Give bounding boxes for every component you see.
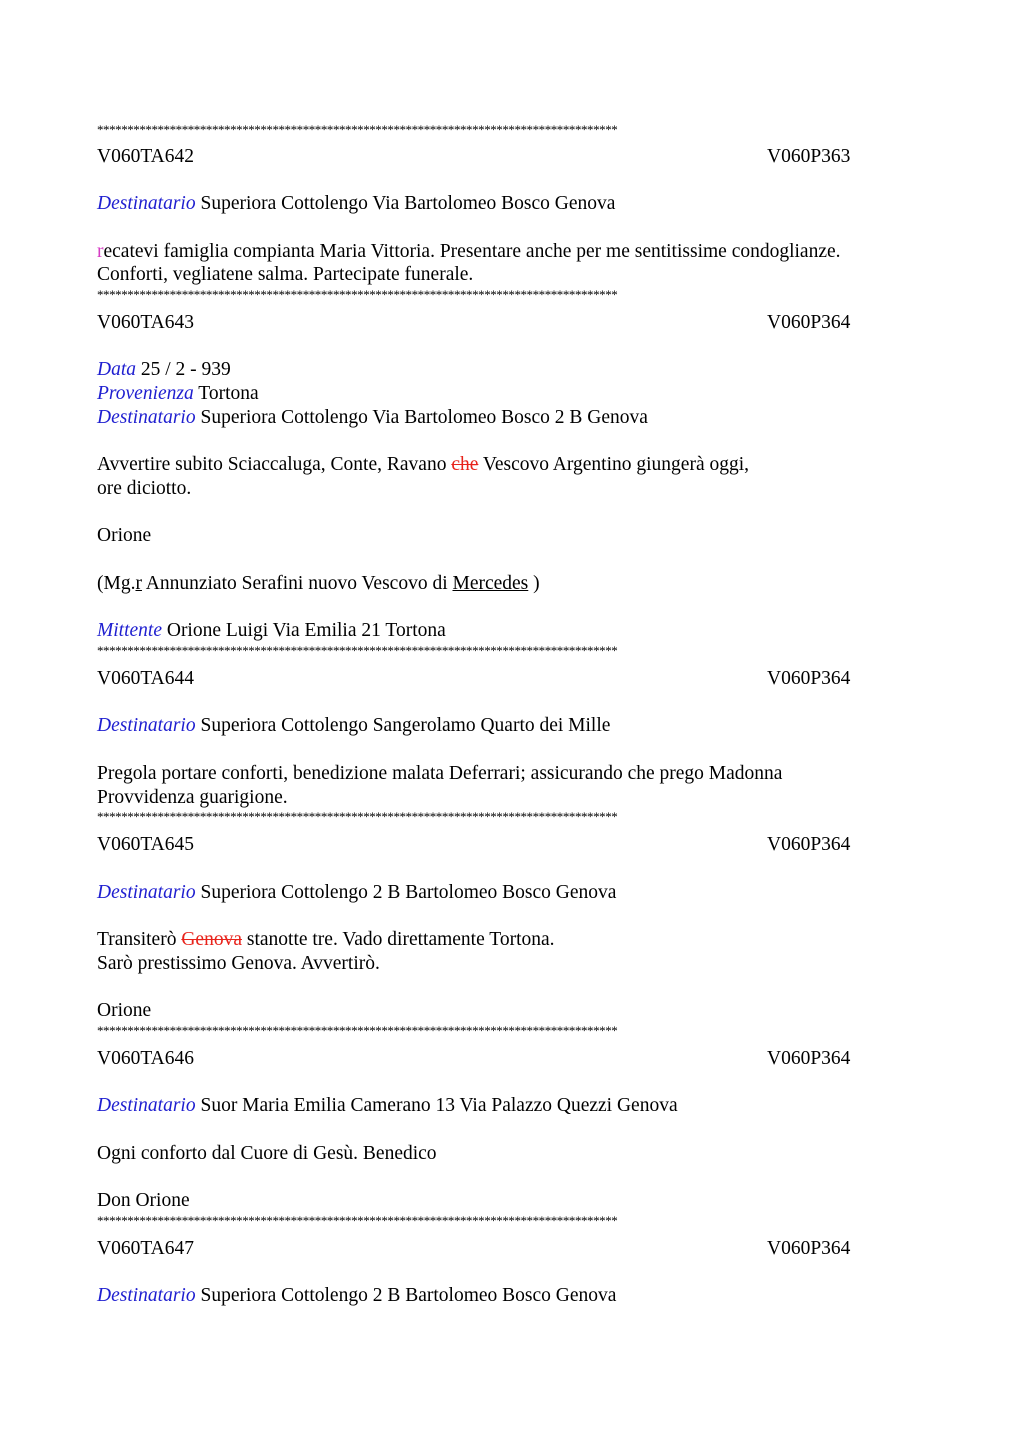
recipient-value: Suor Maria Emilia Camerano 13 Via Palazzo Quezzi Genova: [200, 1095, 678, 1116]
date-label: Data: [97, 359, 136, 380]
recipient-value: Superiora Cottolengo Via Bartolomeo Bosco Genova: [200, 193, 616, 214]
origin-line: [97, 382, 259, 406]
message-line: Conforti, vegliatene salma. Partecipate funerale.: [97, 264, 474, 285]
message-line: [97, 453, 749, 477]
note-underlined: r: [135, 573, 142, 594]
recipient-label: Destinatario: [97, 1285, 196, 1306]
sender-line: [97, 619, 446, 643]
sender-label: Mittente: [97, 620, 162, 641]
recipient-value: Superiora Cottolengo 2 B Bartolomeo Bosco Genova: [200, 882, 617, 903]
recipient-value: Superiora Cottolengo Via Bartolomeo Bosco 2 B Genova: [200, 407, 648, 428]
note-text: ): [528, 573, 540, 594]
date-value: 25 / 2 - 939: [140, 359, 231, 380]
separator-line: **************************************************************************************: [97, 287, 618, 302]
record-code: V060TA643: [97, 312, 195, 333]
message-line: [97, 928, 555, 952]
record-code: V060TA642: [97, 146, 195, 167]
message-line: Ogni conforto dal Cuore di Gesù. Benedico: [97, 1143, 437, 1164]
recipient-line: [97, 1284, 616, 1308]
record-code: V060TA645: [97, 834, 195, 855]
date-line: [97, 358, 231, 382]
record-code: V060TA644: [97, 668, 195, 689]
message-line: Sarò prestissimo Genova. Avvertirò.: [97, 953, 380, 974]
message-line: [97, 240, 841, 264]
message-line: ore diciotto.: [97, 478, 192, 499]
message-first-letter: r: [97, 241, 104, 262]
page-code: V060P364: [767, 1048, 851, 1069]
separator-line: **************************************************************************************: [97, 122, 618, 137]
note-underlined-place: Mercedes: [452, 573, 529, 594]
note-text: (Mg.: [97, 573, 136, 594]
origin-label: Provenienza: [97, 383, 194, 404]
recipient-label: Destinatario: [97, 882, 196, 903]
signature: Don Orione: [97, 1190, 190, 1211]
recipient-line: [97, 881, 616, 905]
separator-line: **************************************************************************************: [97, 809, 618, 824]
message-text: ecatevi famiglia compianta Maria Vittoria. Presentare anche per me sentitissime condoglianze.: [103, 241, 841, 262]
message-line: Pregola portare conforti, benedizione malata Deferrari; assicurando che prego Madonna: [97, 763, 783, 784]
page-code: V060P364: [767, 834, 851, 855]
recipient-line: [97, 1094, 678, 1118]
origin-value: Tortona: [198, 383, 259, 404]
sender-value: Orione Luigi Via Emilia 21 Tortona: [166, 620, 446, 641]
message-text: Transiterò: [97, 929, 177, 950]
page-code: V060P364: [767, 1238, 851, 1259]
recipient-line: [97, 714, 610, 738]
deleted-word: Genova: [181, 929, 242, 950]
recipient-label: Destinatario: [97, 715, 196, 736]
message-text: stanotte tre. Vado direttamente Tortona.: [246, 929, 555, 950]
recipient-value: Superiora Cottolengo 2 B Bartolomeo Bosco Genova: [200, 1285, 617, 1306]
page-code: V060P363: [767, 146, 851, 167]
note-text: Annunziato Serafini nuovo Vescovo di: [141, 573, 453, 594]
record-code: V060TA646: [97, 1048, 195, 1069]
separator-line: **************************************************************************************: [97, 1213, 618, 1228]
signature: Orione: [97, 1000, 152, 1021]
separator-line: **************************************************************************************: [97, 643, 618, 658]
recipient-value: Superiora Cottolengo Sangerolamo Quarto dei Mille: [200, 715, 611, 736]
signature: Orione: [97, 525, 152, 546]
page-code: V060P364: [767, 668, 851, 689]
message-text: Vescovo Argentino giungerà oggi,: [482, 454, 750, 475]
message-text: Avvertire subito Sciaccaluga, Conte, Ravano: [97, 454, 447, 475]
separator-line: **************************************************************************************: [97, 1023, 618, 1038]
recipient-label: Destinatario: [97, 1095, 196, 1116]
recipient-line: [97, 192, 615, 216]
recipient-line: [97, 406, 648, 430]
recipient-label: Destinatario: [97, 407, 196, 428]
record-code: V060TA647: [97, 1238, 195, 1259]
message-line: Provvidenza guarigione.: [97, 787, 288, 808]
deleted-word: che: [451, 454, 479, 475]
editorial-note: [97, 572, 540, 596]
recipient-label: Destinatario: [97, 193, 196, 214]
page-code: V060P364: [767, 312, 851, 333]
